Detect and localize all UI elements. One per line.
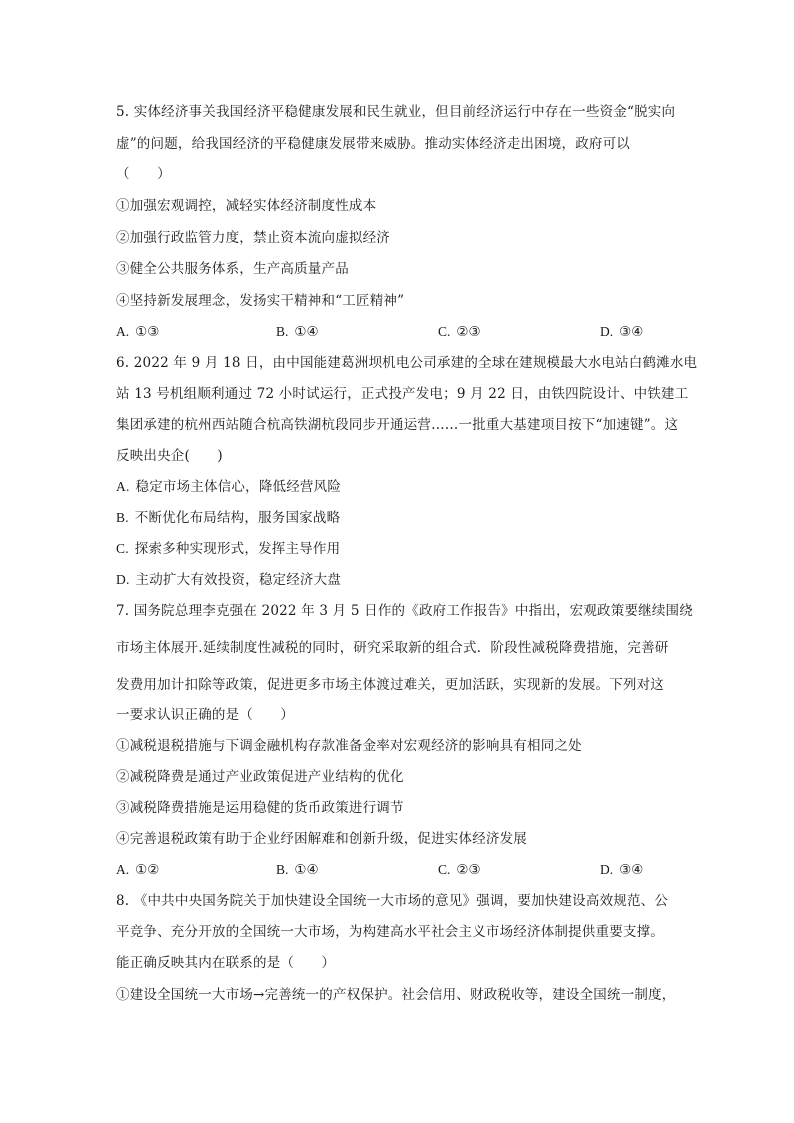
q7-item-1: ①减税退税措施与下调金融机构存款准备金率对宏观经济的影响具有相同之处 [116,738,582,754]
q5-stem-line-2: 虚”的问题，给我国经济的平稳健康发展带来威胁。推动实体经济走出困境，政府可以 [116,136,631,152]
q7-stem-line-2: 市场主体展开.延续制度性减税的同时，研究采取新的组合式．阶段性减税降费措施，完善研 [116,640,669,656]
q6-stem-line-2: 站 13 号机组顺利通过 72 小时试运行，正式投产发电；9 月 22 日，由铁四院设计、中铁建工 [116,386,689,402]
q7-option-b: B. ①④ [276,862,319,878]
q8-stem-line-2: 平竞争、充分开放的全国统一大市场，为构建高水平社会主义市场经济体制提供重要支撑。 [116,924,664,940]
q7-option-c: C. ②③ [438,862,481,878]
q5-option-c: C. ②③ [438,324,481,340]
q6-option-d: D. 主动扩大有效投资，稳定经济大盘 [116,572,342,588]
q6-stem-line-4: 反映出央企( ) [116,448,223,464]
q7-option-a: A. ①② [116,862,160,878]
q6-option-c: C. 探索多种实现形式，发挥主导作用 [116,541,341,557]
q7-item-3: ③减税降费措施是运用稳健的货币政策进行调节 [116,800,404,816]
q7-options [116,860,676,880]
q5-option-d: D. ③④ [600,324,644,340]
q5-option-a: A. ①③ [116,324,160,340]
q5-item-2: ②加强行政监管力度，禁止资本流向虚拟经济 [116,230,390,246]
q6-option-a: A. 稳定市场主体信心，降低经营风险 [116,479,342,495]
q5-option-b: B. ①④ [276,324,319,340]
q5-options [116,322,676,342]
q7-stem-line-1: 7. 国务院总理李克强在 2022 年 3 月 5 日作的《政府工作报告》中指出，宏观政策要继续围绕 [116,603,693,619]
q5-item-3: ③健全公共服务体系，生产高质量产品 [116,261,349,277]
q6-stem-line-1: 6. 2022 年 9 月 18 日，由中国能建葛洲坝机电公司承建的全球在建规模最大水电站白鹤滩水电 [116,355,698,371]
q5-stem-line-1: 5. 实体经济事关我国经济平稳健康发展和民生就业，但目前经济运行中存在一些资金“脱实向 [116,104,676,120]
q8-stem-line-3: 能正确反映其内在联系的是（ ） [116,955,336,971]
q8-item-1: ①建设全国统一大市场→完善统一的产权保护。社会信用、财政税收等，建设全国统一制度， [116,987,676,1003]
q6-option-b: B. 不断优化布局结构，服务国家战略 [116,510,341,526]
q7-item-4: ④完善退税政策有助于企业纾困解难和创新升级，促进实体经济发展 [116,831,527,847]
q8-stem-line-1: 8. 《中共中央国务院关于加快建设全国统一大市场的意见》强调，要加快建设高效规范、公 [116,893,669,909]
q7-stem-line-3: 发费用加计扣除等政策，促进更多市场主体渡过难关，更加活跃，实现新的发展。下列对这 [116,677,664,693]
q5-item-1: ①加强宏观调控，减轻实体经济制度性成本 [116,198,377,214]
q5-item-4: ④坚持新发展理念，发扬实干精神和“工匠精神” [116,293,405,309]
q5-answer-blank: （ ） [116,166,171,182]
q7-option-d: D. ③④ [600,862,644,878]
q7-stem-line-4: 一要求认识正确的是（ ） [116,707,295,723]
q7-item-2: ②减税降费是通过产业政策促进产业结构的优化 [116,769,404,785]
q6-stem-line-3: 集团承建的杭州西站随合杭高铁湖杭段同步开通运营……一批重大基建项目按下“加速键”。这 [116,417,679,433]
